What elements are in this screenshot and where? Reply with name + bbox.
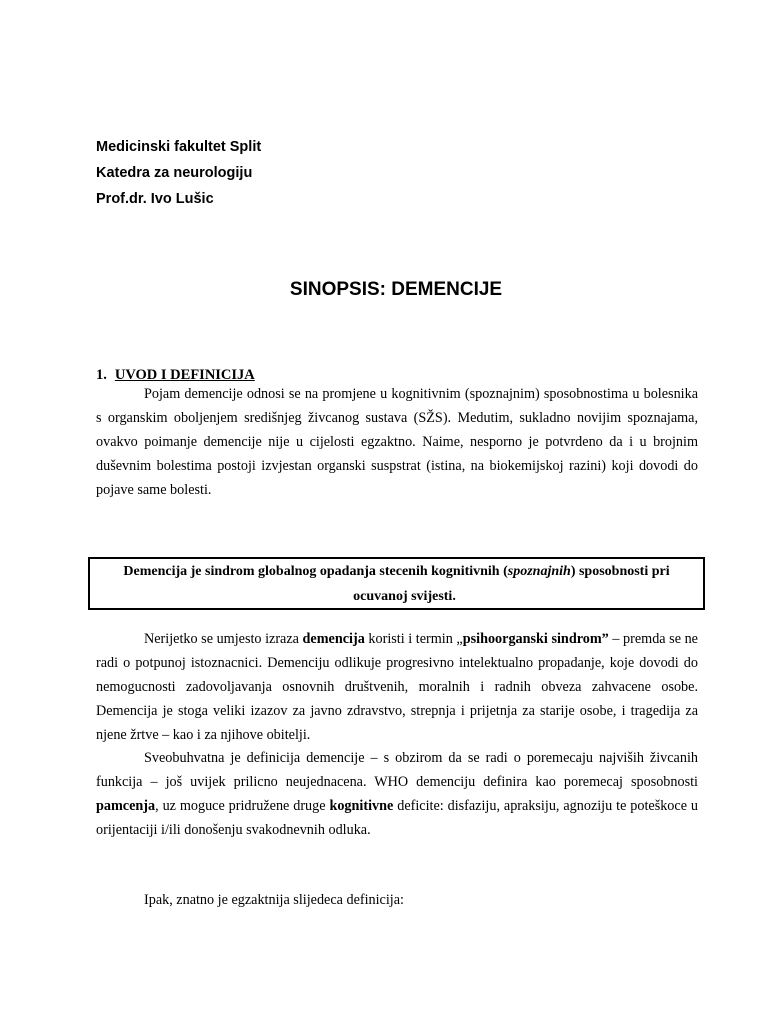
definition-italic: spoznajnih [507, 564, 571, 579]
definition-box [88, 557, 705, 610]
definition-line-1: Demencija je sindrom globalnog opadanja stecenih kognitivnih (spoznajnih) sposobnosti pri [123, 564, 670, 579]
section-number: 1. [96, 367, 107, 383]
section-title: UVOD I DEFINICIJA [114, 367, 255, 383]
faculty-name: Medicinski fakultet Split [96, 139, 262, 155]
department-name: Katedra za neurologiju [96, 165, 253, 181]
document-title: SINOPSIS: DEMENCIJE [289, 279, 503, 300]
author-name: Prof.dr. Ivo Lušic [96, 191, 214, 207]
paragraph-intro: Pojam demencije odnosi se na promjene u kognitivnim (spoznajnim) sposobnostima u bolesnika s organskim oboljenjem središnjeg živcanog sustava (SŽS). Medutim, sukladno novijim spoznajama, ovakvo poimanje demencije nije u cijelosti egzaktno. Naime, nesporno je potvrdeno da i u brojnim duševnim bolestima postoji izvjestan organski suspstrat (istina, na biokemijskoj razini) koji dovodi do pojave same bolesti. [96, 386, 698, 498]
paragraph-exact-definition: Ipak, znatno je egzaktnija slijedeca definicija: [144, 892, 404, 908]
document-header [96, 134, 261, 212]
paragraph-psychoorganic: Nerijetko se umjesto izraza demencija koristi i termin „psihoorganski sindrom” – premda se ne radi o potpunoj istoznacnici. Demenciju odlikuje progresivno intelektualno propadanje, koje dovodi do nemogucnosti zadovoljavanja osnovnih društvenih, moralnih i radnih obveza zahvacene osobe. Demencija je stoga veliki izazov za javno zdravstvo, strepnja i prijetnja za starije osobe, i tragedija za njene žrtve – kao i za njihove obitelji. [96, 631, 698, 743]
definition-line-2: ocuvanoj svijesti. [353, 589, 456, 604]
paragraph-who-definition: Sveobuhvatna je definicija demencije – s obzirom da se radi o poremecaju najviših živcanih funkcija – još uvijek prilicno neujednacena. WHO demenciju definira kao poremecaj sposobnosti pamcenja, uz moguce pridružene druge kognitivne deficite: disfaziju, apraksiju, agnoziju te poteškoce u orijentaciji i/ili donošenju svakodnevnih odluka. [96, 750, 698, 838]
